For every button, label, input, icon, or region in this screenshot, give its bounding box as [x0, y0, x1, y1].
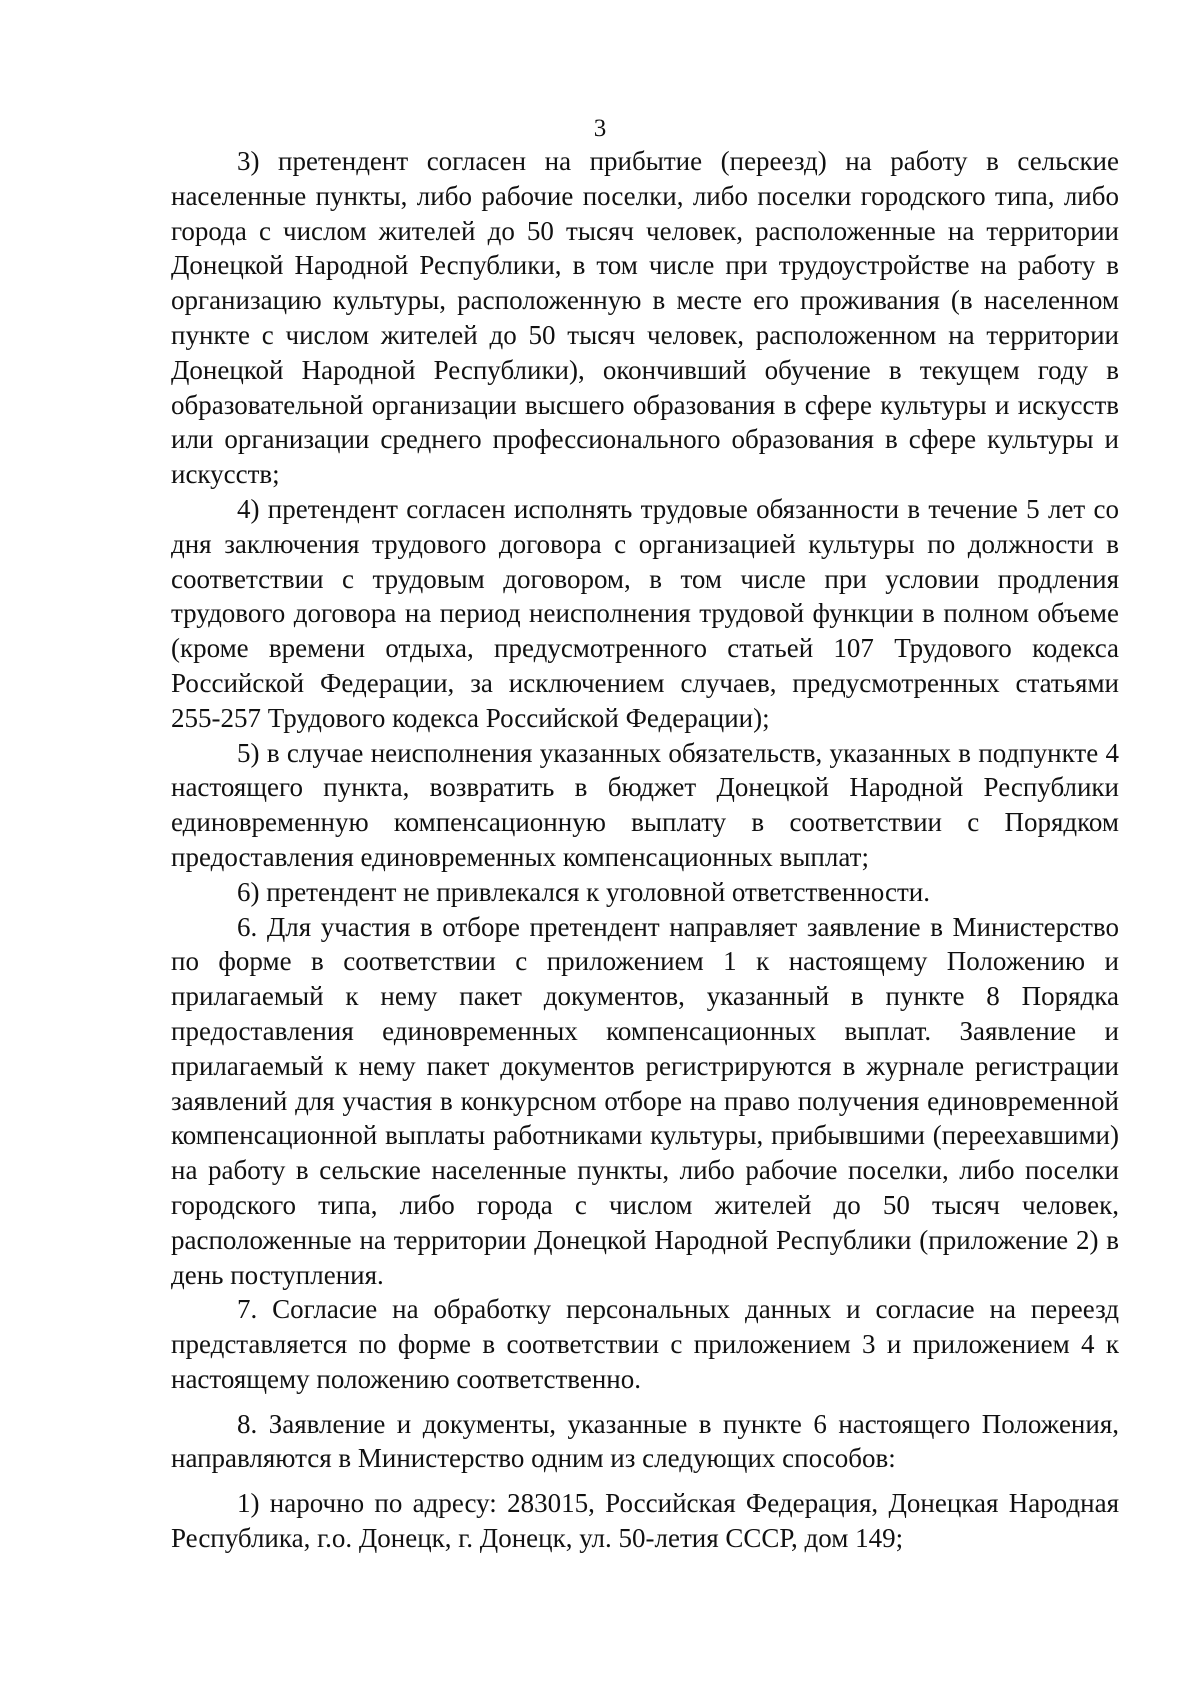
- page-number: 3: [593, 115, 607, 142]
- paragraph-item-3: 3) претендент согласен на прибытие (переезд) на работу в сельские населенные пункты, либо рабочие поселки, либо поселки городского типа, либо города с числом жителей до 50 тысяч человек, расположенные на территории Донецкой Народной Республики, в том числе при трудоустройстве на работу в организацию культуры, расположенную в месте его проживания (в населенном пункте с числом жителей до 50 тысяч человек, расположенном на территории Донецкой Народной Республики), окончивший обучение в текущем году в образовательной организации высшего образования в сфере культуры и искусств или организации среднего профессионального образования в сфере культуры и искусств;: [171, 146, 1119, 490]
- paragraph-method-1: 1) нарочно по адресу: 283015, Российская Федерация, Донецкая Народная Республика, г.о. Донецк, г. Донецк, ул. 50-летия СССР, дом 149;: [171, 1488, 1119, 1554]
- document-body: [171, 144, 1119, 1556]
- paragraph-clause-7: 7. Согласие на обработку персональных данных и согласие на переезд представляется по форме в соответствии с приложением 3 и приложением 4 к настоящему положению соответственно.: [171, 1294, 1119, 1394]
- paragraph-item-6: 6) претендент не привлекался к уголовной ответственности.: [237, 876, 930, 907]
- paragraph-clause-6: 6. Для участия в отборе претендент направляет заявление в Министерство по форме в соответствии с приложением 1 к настоящему Положению и прилагаемый к нему пакет документов, указанный в пункте 8 Порядка предоставления единовременных компенсационных выплат. Заявление и прилагаемый к нему пакет документов регистрируются в журнале регистрации заявлений для участия в конкурсном отборе на право получения единовременной компенсационной выплаты работниками культуры, прибывшими (переехавшими) на работу в сельские населенные пункты, либо рабочие поселки, либо поселки городского типа, либо города с числом жителей до 50 тысяч человек, расположенные на территории Донецкой Народной Республики (приложение 2) в день поступления.: [171, 911, 1119, 1290]
- paragraph-item-5: 5) в случае неисполнения указанных обязательств, указанных в подпункте 4 настоящего пункта, возвратить в бюджет Донецкой Народной Республики единовременную компенсационную выплату в соответствии с Порядком предоставления единовременных компенсационных выплат;: [171, 737, 1119, 872]
- paragraph-clause-8: 8. Заявление и документы, указанные в пункте 6 настоящего Положения, направляются в Министерство одним из следующих способов:: [171, 1408, 1119, 1474]
- paragraph-item-4: 4) претендент согласен исполнять трудовые обязанности в течение 5 лет со дня заключения трудового договора с организацией культуры по должности в соответствии с трудовым договором, в том числе при условии продления трудового договора на период неисполнения трудовой функции в полном объеме (кроме времени отдыха, предусмотренного статьей 107 Трудового кодекса Российской Федерации, за исключением случаев, предусмотренных статьями 255-257 Трудового кодекса Российской Федерации);: [171, 493, 1119, 733]
